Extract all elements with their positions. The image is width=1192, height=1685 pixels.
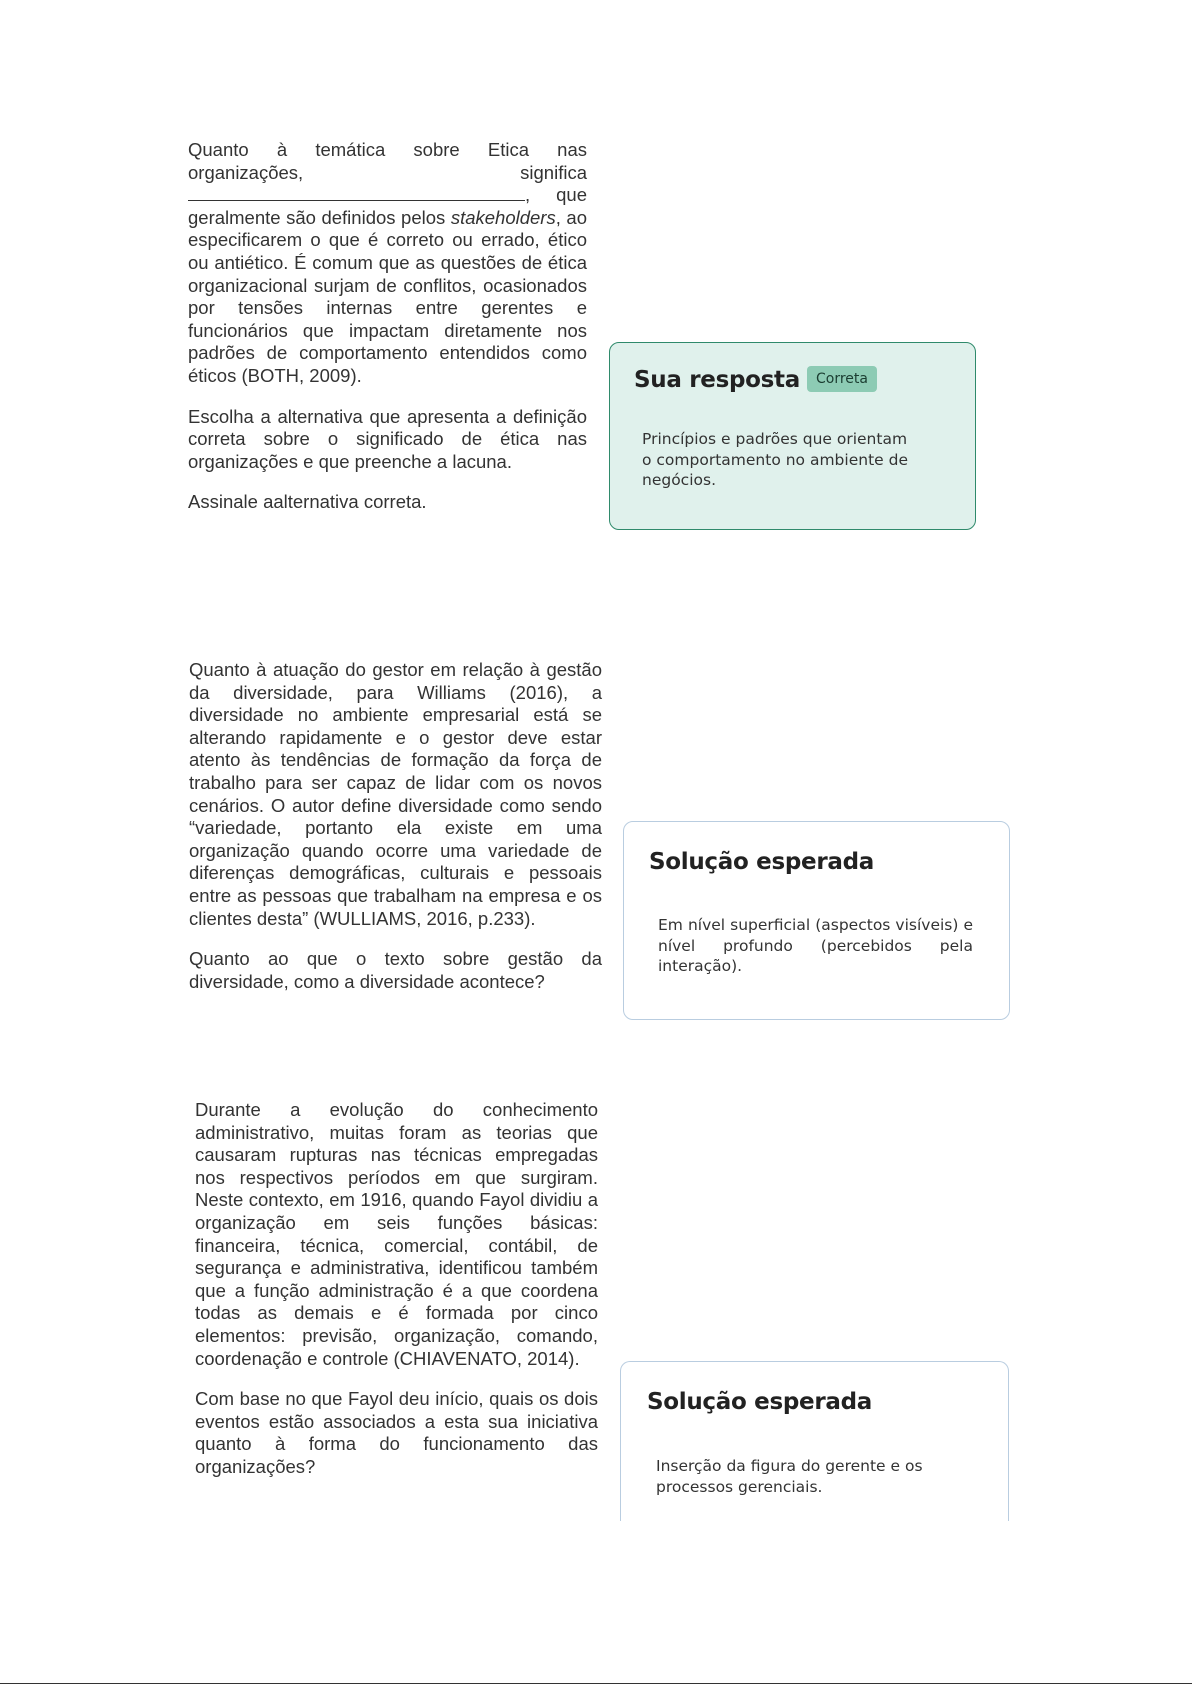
expected-solution-title: Solução esperada [649, 849, 874, 875]
status-badge: Correta [807, 366, 877, 392]
question-1-paragraph-3: Assinale aalternativa correta. [188, 491, 427, 513]
question-1-text [188, 139, 587, 514]
expected-solution-box-2 [620, 1361, 1009, 1521]
answer-box-title: Sua resposta [634, 367, 800, 393]
question-3-paragraph-2: Com base no que Fayol deu início, quais os dois eventos estão associados a esta sua iniciativa quanto à forma do funcionamento das organizações? [195, 1388, 598, 1477]
question-2-paragraph-2: Quanto ao que o texto sobre gestão da diversidade, como a diversidade acontece? [189, 948, 602, 992]
expected-solution-title: Solução esperada [647, 1389, 872, 1415]
expected-solution-box-1 [623, 821, 1010, 1020]
question-3-paragraph-1: Durante a evolução do conhecimento administrativo, muitas foram as teorias que causaram rupturas nas técnicas empregadas nos respectivos períodos em que surgiram. Neste contexto, em 1916, quando Fayol dividiu a organização em seis funções básicas: financeira, técnica, comercial, contábil, de segurança e administrativa, identificou também que a função administração é a que coordena todas as demais e é formada por cinco elementos: previsão, organização, comando, coordenação e controle (CHIAVENATO, 2014). [195, 1099, 598, 1369]
answer-box-correct [609, 342, 976, 530]
question-1-paragraph-2: Escolha a alternativa que apresenta a definição correta sobre o significado de ética nas organizações e que preenche a lacuna. [188, 405, 587, 472]
expected-solution-text: Em nível superficial (aspectos visíveis) e nível profundo (percebidos pela interação). [658, 916, 973, 975]
answer-text: Princípios e padrões que orientam o comportamento no ambiente de negócios. [642, 430, 908, 489]
expected-solution-text: Inserção da figura do gerente e os processos gerenciais. [656, 1457, 923, 1496]
fill-in-blank [188, 186, 525, 201]
question-2-paragraph-1: Quanto à atuação do gestor em relação à gestão da diversidade, para Williams (2016), a diversidade no ambiente empresarial está se alterando rapidamente e o gestor deve estar atento às tendências de formação da força de trabalho para ser capaz de lidar com os novos cenários. O autor define diversidade como sendo “variedade, portanto ela existe em uma organização quando ocorre uma variedade de diferenças demográficas, culturais e pessoais entre as pessoas que trabalham na empresa e os clientes desta” (WULLIAMS, 2016, p.233). [189, 659, 602, 929]
page-bottom-divider [0, 1683, 1192, 1684]
question-2-text [189, 659, 602, 993]
question-1-paragraph-1: Quanto à temática sobre Etica nas organizações, significa , que geralmente são definidos pelos stakeholders, ao especificarem o que é correto ou errado, ético ou antiético. É comum que as questões de ética organizacional surjam de conflitos, ocasionados por tensões internas entre gerentes e funcionários que impactam diretamente nos padrões de comportamento entendidos como éticos (BOTH, 2009). [188, 139, 587, 386]
question-3-text [195, 1099, 598, 1479]
